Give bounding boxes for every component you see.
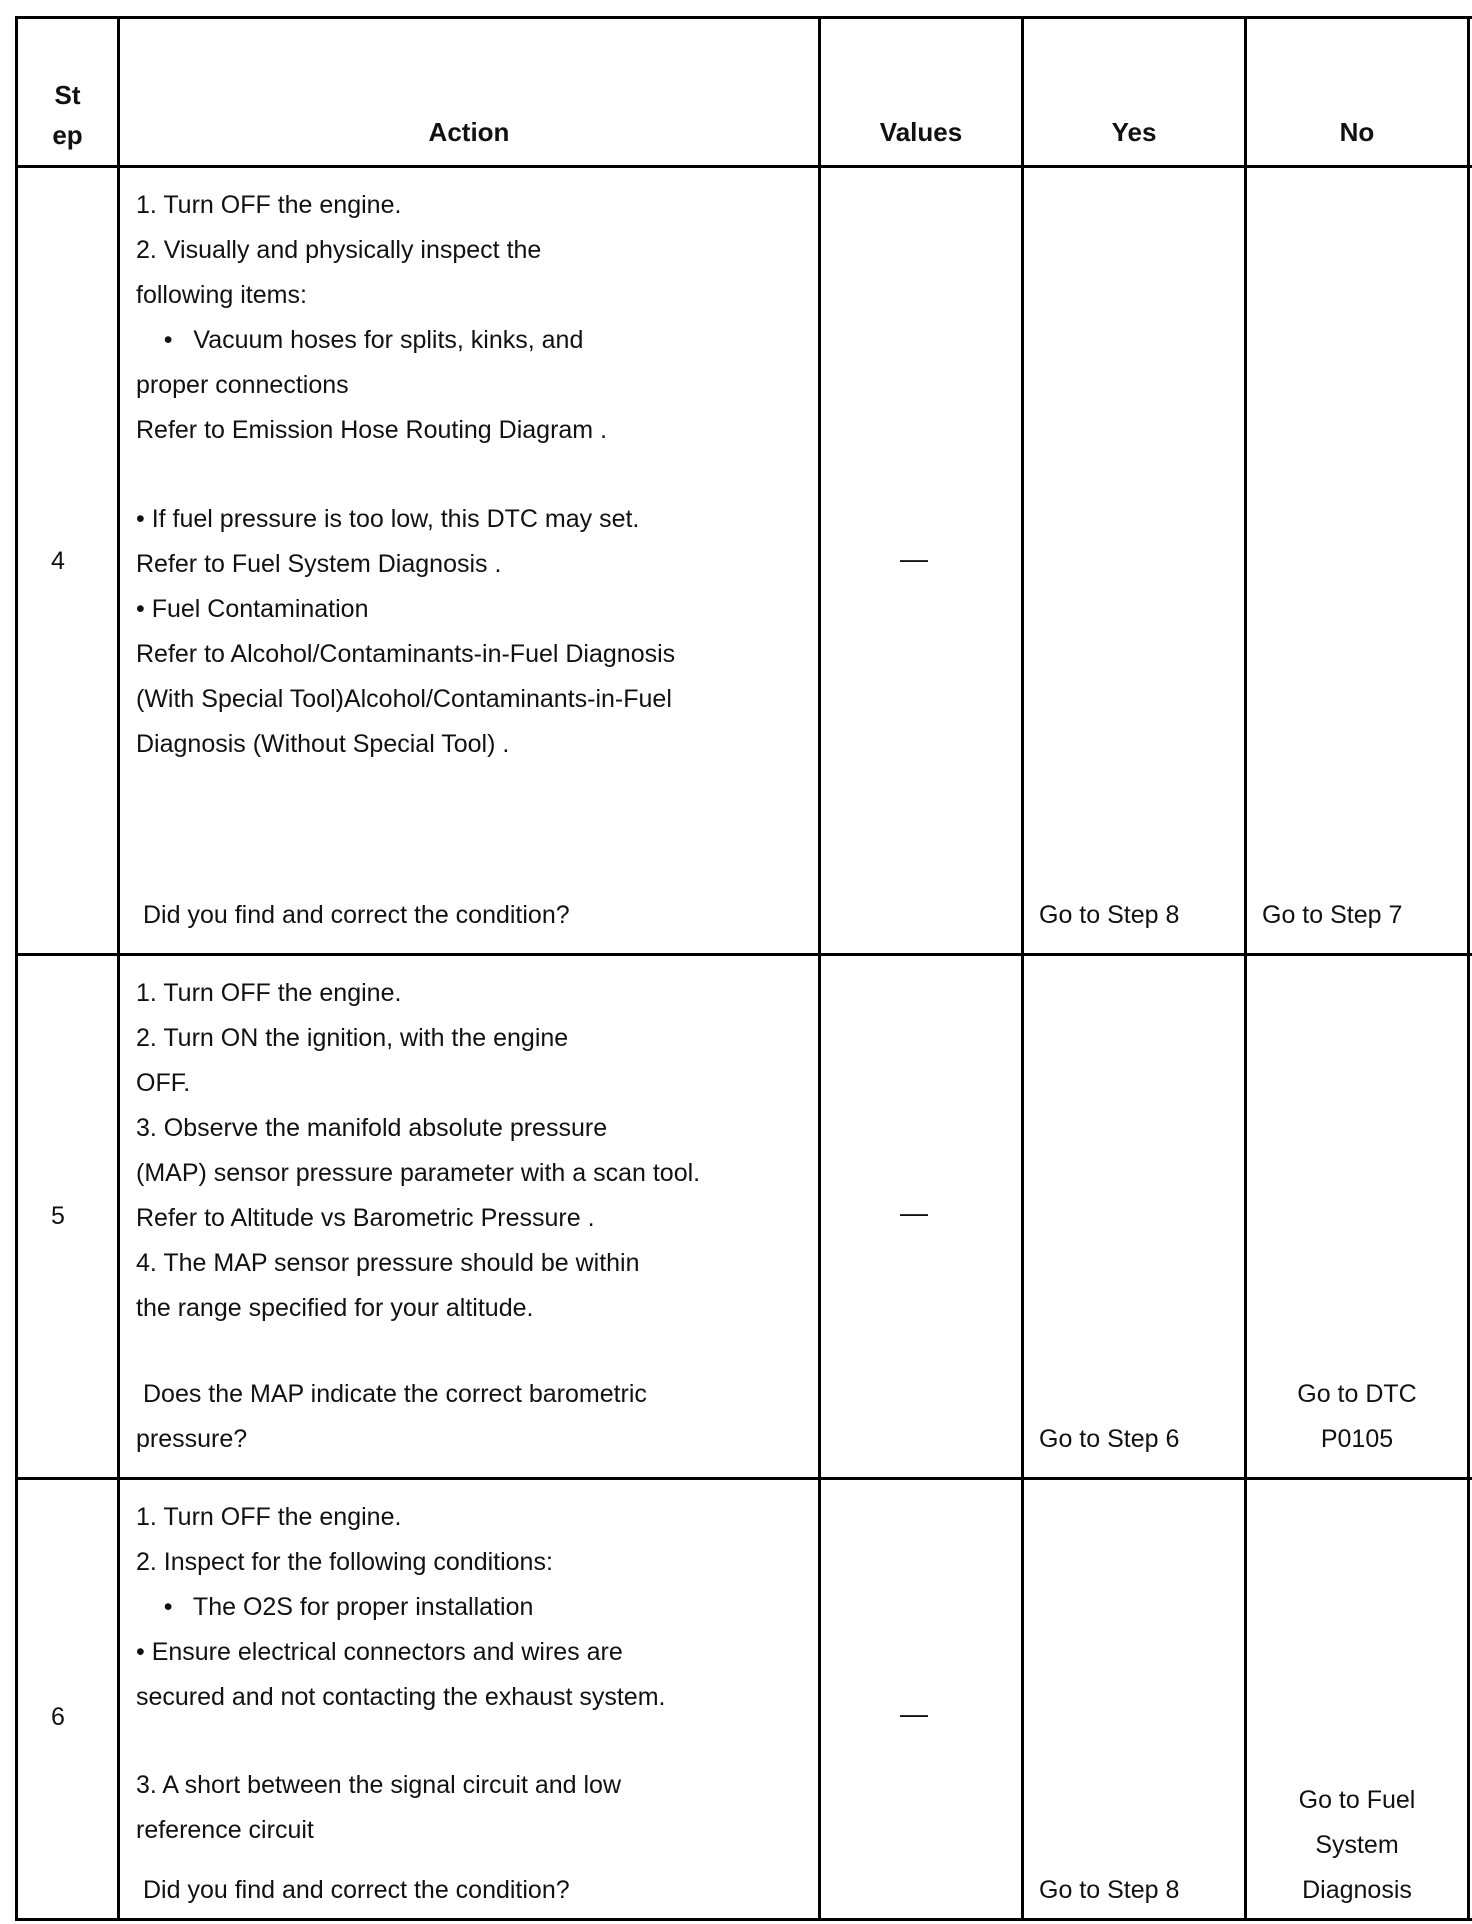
action-line: proper connections [136, 371, 349, 399]
column-divider [1021, 16, 1024, 1921]
values-dash: — [900, 1698, 928, 1729]
column-divider [117, 16, 120, 1921]
action-question: Did you find and correct the condition? [143, 1876, 570, 1904]
action-line: Refer to Alcohol/Contaminants-in-Fuel Diagnosis [136, 640, 676, 668]
action-question: pressure? [136, 1425, 248, 1453]
yes-result: Go to Step 8 [1039, 901, 1180, 929]
no-result-line: Go to Fuel [1298, 1786, 1416, 1814]
header-action: Action [428, 117, 510, 147]
action-line: 3. Observe the manifold absolute pressure [136, 1114, 608, 1142]
action-question: Did you find and correct the condition? [143, 901, 570, 929]
no-result-line: P0105 [1320, 1425, 1394, 1453]
yes-result: Go to Step 6 [1039, 1425, 1180, 1453]
action-line: Refer to Altitude vs Barometric Pressure . [136, 1204, 595, 1232]
action-line: Refer to Emission Hose Routing Diagram . [136, 416, 608, 444]
action-line: 1. Turn OFF the engine. [136, 191, 402, 219]
values-dash: — [900, 1197, 928, 1228]
header-no: No [1339, 117, 1375, 147]
table-border-bottom [15, 1918, 1472, 1921]
column-divider [818, 16, 821, 1921]
column-divider [1244, 16, 1247, 1921]
action-line: Refer to Fuel System Diagnosis . [136, 550, 502, 578]
no-result: Go to Step 7 [1262, 901, 1403, 929]
no-result-line: System [1315, 1831, 1399, 1859]
table-border-right [1467, 16, 1470, 1921]
step-number: 5 [51, 1202, 65, 1230]
action-line: 1. Turn OFF the engine. [136, 979, 402, 1007]
action-line: • Vacuum hoses for splits, kinks, and [136, 326, 584, 354]
action-line: • Fuel Contamination [136, 595, 369, 623]
values-dash: — [900, 543, 928, 574]
row-divider [15, 953, 1472, 956]
header-yes: Yes [1111, 117, 1157, 147]
action-line: the range specified for your altitude. [136, 1294, 534, 1322]
action-line: (With Special Tool)Alcohol/Contaminants-in-Fuel [136, 685, 672, 713]
header-step-line2: ep [52, 120, 83, 150]
table-border-left [15, 16, 18, 1921]
header-step [18, 75, 117, 155]
action-line: • If fuel pressure is too low, this DTC may set. [136, 505, 640, 533]
action-line: 4. The MAP sensor pressure should be within [136, 1249, 640, 1277]
action-line: secured and not contacting the exhaust system. [136, 1683, 666, 1711]
no-result-line: Diagnosis [1302, 1876, 1412, 1904]
no-result-line: Go to DTC [1297, 1380, 1417, 1408]
action-line: OFF. [136, 1069, 191, 1097]
action-line: Diagnosis (Without Special Tool) . [136, 730, 510, 758]
step-number: 4 [51, 547, 65, 575]
header-values: Values [879, 117, 963, 147]
header-step-line1: St [54, 80, 81, 110]
action-line: following items: [136, 281, 307, 309]
header-divider [15, 165, 1472, 168]
yes-result: Go to Step 8 [1039, 1876, 1180, 1904]
step-number: 6 [51, 1703, 65, 1731]
action-question: Does the MAP indicate the correct barometric [143, 1380, 647, 1408]
action-line: 2. Turn ON the ignition, with the engine [136, 1024, 569, 1052]
action-line: reference circuit [136, 1816, 314, 1844]
action-line: • The O2S for proper installation [136, 1593, 534, 1621]
row-divider [15, 1477, 1472, 1480]
action-line: 2. Inspect for the following conditions: [136, 1548, 553, 1576]
table-border-top [15, 16, 1472, 19]
action-line: • Ensure electrical connectors and wires are [136, 1638, 623, 1666]
action-line: 2. Visually and physically inspect the [136, 236, 542, 264]
action-line: (MAP) sensor pressure parameter with a scan tool. [136, 1159, 701, 1187]
action-line: 1. Turn OFF the engine. [136, 1503, 402, 1531]
action-line: 3. A short between the signal circuit and low [136, 1771, 622, 1799]
